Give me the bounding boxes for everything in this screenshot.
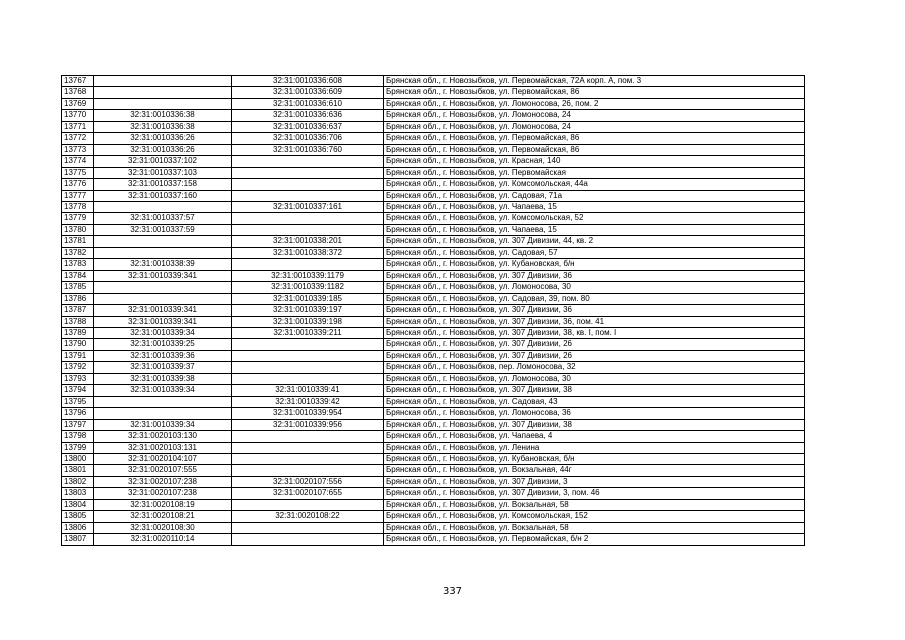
object-cadastral-number-cell: 32:31:0010336:608 <box>232 76 384 87</box>
row-number-cell: 13803 <box>62 488 94 499</box>
row-number-cell: 13794 <box>62 385 94 396</box>
land-cadastral-number-cell: 32:31:0020103:131 <box>94 442 232 453</box>
object-cadastral-number-cell: 32:31:0010337:161 <box>232 201 384 212</box>
land-cadastral-number-cell: 32:31:0020107:238 <box>94 488 232 499</box>
address-cell: Брянская обл., г. Новозыбков, ул. Ломоносова, 24 <box>384 121 805 132</box>
object-cadastral-number-cell: 32:31:0020108:22 <box>232 511 384 522</box>
table-row <box>62 534 805 545</box>
object-cadastral-number-cell: 32:31:0010339:41 <box>232 385 384 396</box>
table-row <box>62 144 805 155</box>
address-cell: Брянская обл., г. Новозыбков, ул. Первомайская, 86 <box>384 133 805 144</box>
land-cadastral-number-cell: 32:31:0010337:103 <box>94 167 232 178</box>
object-cadastral-number-cell: 32:31:0010339:956 <box>232 419 384 430</box>
row-number-cell: 13783 <box>62 259 94 270</box>
row-number-cell: 13797 <box>62 419 94 430</box>
object-cadastral-number-cell <box>232 224 384 235</box>
table-row <box>62 408 805 419</box>
object-cadastral-number-cell: 32:31:0010336:637 <box>232 121 384 132</box>
object-cadastral-number-cell: 32:31:0010339:1182 <box>232 282 384 293</box>
object-cadastral-number-cell <box>232 259 384 270</box>
land-cadastral-number-cell <box>94 282 232 293</box>
table-row <box>62 499 805 510</box>
land-cadastral-number-cell: 32:31:0010339:37 <box>94 362 232 373</box>
object-cadastral-number-cell: 32:31:0010339:211 <box>232 327 384 338</box>
object-cadastral-number-cell: 32:31:0020107:655 <box>232 488 384 499</box>
row-number-cell: 13784 <box>62 270 94 281</box>
land-cadastral-number-cell: 32:31:0010337:57 <box>94 213 232 224</box>
object-cadastral-number-cell <box>232 465 384 476</box>
land-cadastral-number-cell <box>94 201 232 212</box>
address-cell: Брянская обл., г. Новозыбков, ул. 307 Дивизии, 38 <box>384 385 805 396</box>
table-row <box>62 121 805 132</box>
row-number-cell: 13771 <box>62 121 94 132</box>
land-cadastral-number-cell: 32:31:0010336:38 <box>94 110 232 121</box>
table-row <box>62 236 805 247</box>
address-cell: Брянская обл., г. Новозыбков, ул. Чапаева, 15 <box>384 201 805 212</box>
table-row <box>62 247 805 258</box>
object-cadastral-number-cell <box>232 213 384 224</box>
land-cadastral-number-cell: 32:31:0010337:59 <box>94 224 232 235</box>
address-cell: Брянская обл., г. Новозыбков, ул. 307 Дивизии, 26 <box>384 350 805 361</box>
registry-table-body <box>62 76 805 546</box>
table-row <box>62 87 805 98</box>
row-number-cell: 13780 <box>62 224 94 235</box>
table-row <box>62 350 805 361</box>
row-number-cell: 13801 <box>62 465 94 476</box>
address-cell: Брянская обл., г. Новозыбков, ул. Вокзальная, 58 <box>384 522 805 533</box>
land-cadastral-number-cell: 32:31:0020110:14 <box>94 534 232 545</box>
row-number-cell: 13782 <box>62 247 94 258</box>
row-number-cell: 13776 <box>62 179 94 190</box>
object-cadastral-number-cell: 32:31:0010339:197 <box>232 305 384 316</box>
address-cell: Брянская обл., г. Новозыбков, ул. Садовая, 71а <box>384 190 805 201</box>
table-row <box>62 156 805 167</box>
table-row <box>62 373 805 384</box>
page-number: 337 <box>442 586 463 597</box>
address-cell: Брянская обл., г. Новозыбков, ул. Первомайская <box>384 167 805 178</box>
table-row <box>62 270 805 281</box>
address-cell: Брянская обл., г. Новозыбков, ул. Красная, 140 <box>384 156 805 167</box>
row-number-cell: 13768 <box>62 87 94 98</box>
object-cadastral-number-cell <box>232 499 384 510</box>
land-cadastral-number-cell <box>94 396 232 407</box>
row-number-cell: 13807 <box>62 534 94 545</box>
table-row <box>62 305 805 316</box>
table-row <box>62 511 805 522</box>
row-number-cell: 13785 <box>62 282 94 293</box>
address-cell: Брянская обл., г. Новозыбков, ул. Вокзальная, 58 <box>384 499 805 510</box>
table-row <box>62 224 805 235</box>
address-cell: Брянская обл., г. Новозыбков, ул. Первомайская, 72А корп. А, пом. 3 <box>384 76 805 87</box>
row-number-cell: 13791 <box>62 350 94 361</box>
table-row <box>62 362 805 373</box>
land-cadastral-number-cell: 32:31:0010337:158 <box>94 179 232 190</box>
object-cadastral-number-cell: 32:31:0010339:1179 <box>232 270 384 281</box>
address-cell: Брянская обл., г. Новозыбков, ул. Ломоносова, 24 <box>384 110 805 121</box>
land-cadastral-number-cell: 32:31:0020108:21 <box>94 511 232 522</box>
row-number-cell: 13806 <box>62 522 94 533</box>
land-cadastral-number-cell: 32:31:0020107:555 <box>94 465 232 476</box>
table-row <box>62 476 805 487</box>
table-row <box>62 522 805 533</box>
object-cadastral-number-cell: 32:31:0010336:636 <box>232 110 384 121</box>
object-cadastral-number-cell: 32:31:0010339:185 <box>232 293 384 304</box>
address-cell: Брянская обл., г. Новозыбков, ул. Комсомольская, 152 <box>384 511 805 522</box>
row-number-cell: 13774 <box>62 156 94 167</box>
row-number-cell: 13800 <box>62 453 94 464</box>
row-number-cell: 13796 <box>62 408 94 419</box>
object-cadastral-number-cell: 32:31:0010339:198 <box>232 316 384 327</box>
address-cell: Брянская обл., г. Новозыбков, ул. Ломоносова, 30 <box>384 282 805 293</box>
land-cadastral-number-cell: 32:31:0010336:26 <box>94 133 232 144</box>
row-number-cell: 13779 <box>62 213 94 224</box>
table-row <box>62 76 805 87</box>
object-cadastral-number-cell <box>232 453 384 464</box>
land-cadastral-number-cell <box>94 408 232 419</box>
object-cadastral-number-cell <box>232 167 384 178</box>
row-number-cell: 13770 <box>62 110 94 121</box>
object-cadastral-number-cell <box>232 362 384 373</box>
row-number-cell: 13804 <box>62 499 94 510</box>
land-cadastral-number-cell <box>94 236 232 247</box>
object-cadastral-number-cell: 32:31:0020107:556 <box>232 476 384 487</box>
registry-table <box>61 75 805 546</box>
land-cadastral-number-cell: 32:31:0010336:26 <box>94 144 232 155</box>
table-row <box>62 201 805 212</box>
object-cadastral-number-cell <box>232 522 384 533</box>
address-cell: Брянская обл., г. Новозыбков, ул. Садовая, 57 <box>384 247 805 258</box>
table-row <box>62 316 805 327</box>
row-number-cell: 13799 <box>62 442 94 453</box>
row-number-cell: 13769 <box>62 98 94 109</box>
object-cadastral-number-cell: 32:31:0010338:201 <box>232 236 384 247</box>
land-cadastral-number-cell: 32:31:0010339:34 <box>94 385 232 396</box>
object-cadastral-number-cell: 32:31:0010336:760 <box>232 144 384 155</box>
land-cadastral-number-cell <box>94 293 232 304</box>
row-number-cell: 13781 <box>62 236 94 247</box>
object-cadastral-number-cell <box>232 431 384 442</box>
table-row <box>62 282 805 293</box>
row-number-cell: 13787 <box>62 305 94 316</box>
address-cell: Брянская обл., г. Новозыбков, ул. Первомайская, 86 <box>384 144 805 155</box>
row-number-cell: 13798 <box>62 431 94 442</box>
land-cadastral-number-cell <box>94 76 232 87</box>
object-cadastral-number-cell: 32:31:0010336:610 <box>232 98 384 109</box>
address-cell: Брянская обл., г. Новозыбков, ул. Вокзальная, 44г <box>384 465 805 476</box>
object-cadastral-number-cell: 32:31:0010339:954 <box>232 408 384 419</box>
land-cadastral-number-cell <box>94 87 232 98</box>
table-row <box>62 442 805 453</box>
object-cadastral-number-cell <box>232 156 384 167</box>
row-number-cell: 13802 <box>62 476 94 487</box>
land-cadastral-number-cell: 32:31:0020103:130 <box>94 431 232 442</box>
land-cadastral-number-cell: 32:31:0020107:238 <box>94 476 232 487</box>
land-cadastral-number-cell: 32:31:0010336:38 <box>94 121 232 132</box>
row-number-cell: 13775 <box>62 167 94 178</box>
row-number-cell: 13793 <box>62 373 94 384</box>
address-cell: Брянская обл., г. Новозыбков, ул. 307 Дивизии, 38 <box>384 419 805 430</box>
table-row <box>62 385 805 396</box>
address-cell: Брянская обл., г. Новозыбков, ул. Первомайская, 86 <box>384 87 805 98</box>
table-row <box>62 167 805 178</box>
table-row <box>62 98 805 109</box>
land-cadastral-number-cell: 32:31:0010339:341 <box>94 305 232 316</box>
object-cadastral-number-cell <box>232 179 384 190</box>
address-cell: Брянская обл., г. Новозыбков, ул. Чапаева, 15 <box>384 224 805 235</box>
land-cadastral-number-cell <box>94 98 232 109</box>
row-number-cell: 13789 <box>62 327 94 338</box>
land-cadastral-number-cell: 32:31:0010339:25 <box>94 339 232 350</box>
row-number-cell: 13805 <box>62 511 94 522</box>
row-number-cell: 13767 <box>62 76 94 87</box>
table-row <box>62 213 805 224</box>
row-number-cell: 13773 <box>62 144 94 155</box>
address-cell: Брянская обл., г. Новозыбков, ул. Ломоносова, 26, пом. 2 <box>384 98 805 109</box>
land-cadastral-number-cell: 32:31:0010338:39 <box>94 259 232 270</box>
row-number-cell: 13795 <box>62 396 94 407</box>
table-row <box>62 453 805 464</box>
row-number-cell: 13786 <box>62 293 94 304</box>
address-cell: Брянская обл., г. Новозыбков, ул. 307 Дивизии, 36 <box>384 305 805 316</box>
address-cell: Брянская обл., г. Новозыбков, ул. Кубановская, б/н <box>384 453 805 464</box>
address-cell: Брянская обл., г. Новозыбков, ул. 307 Дивизии, 44, кв. 2 <box>384 236 805 247</box>
object-cadastral-number-cell <box>232 534 384 545</box>
object-cadastral-number-cell: 32:31:0010339:42 <box>232 396 384 407</box>
table-row <box>62 190 805 201</box>
land-cadastral-number-cell: 32:31:0020108:30 <box>94 522 232 533</box>
object-cadastral-number-cell: 32:31:0010336:706 <box>232 133 384 144</box>
land-cadastral-number-cell: 32:31:0010339:341 <box>94 270 232 281</box>
address-cell: Брянская обл., г. Новозыбков, ул. 307 Дивизии, 3 <box>384 476 805 487</box>
table-row <box>62 419 805 430</box>
address-cell: Брянская обл., г. Новозыбков, ул. Садовая, 39, пом. 80 <box>384 293 805 304</box>
row-number-cell: 13790 <box>62 339 94 350</box>
table-row <box>62 133 805 144</box>
object-cadastral-number-cell: 32:31:0010338:372 <box>232 247 384 258</box>
row-number-cell: 13788 <box>62 316 94 327</box>
table-row <box>62 179 805 190</box>
table-row <box>62 293 805 304</box>
land-cadastral-number-cell: 32:31:0010339:34 <box>94 419 232 430</box>
address-cell: Брянская обл., г. Новозыбков, ул. 307 Дивизии, 38, кв. I, пом. I <box>384 327 805 338</box>
object-cadastral-number-cell <box>232 373 384 384</box>
object-cadastral-number-cell <box>232 442 384 453</box>
table-row <box>62 327 805 338</box>
table-row <box>62 110 805 121</box>
table-row <box>62 465 805 476</box>
row-number-cell: 13772 <box>62 133 94 144</box>
row-number-cell: 13792 <box>62 362 94 373</box>
address-cell: Брянская обл., г. Новозыбков, ул. 307 Дивизии, 36, пом. 41 <box>384 316 805 327</box>
address-cell: Брянская обл., г. Новозыбков, ул. Комсомольская, 52 <box>384 213 805 224</box>
address-cell: Брянская обл., г. Новозыбков, ул. Комсомольская, 44а <box>384 179 805 190</box>
object-cadastral-number-cell: 32:31:0010336:609 <box>232 87 384 98</box>
address-cell: Брянская обл., г. Новозыбков, ул. Садовая, 43 <box>384 396 805 407</box>
object-cadastral-number-cell <box>232 190 384 201</box>
table-row <box>62 488 805 499</box>
address-cell: Брянская обл., г. Новозыбков, ул. 307 Дивизии, 3, пом. 46 <box>384 488 805 499</box>
land-cadastral-number-cell: 32:31:0010339:36 <box>94 350 232 361</box>
row-number-cell: 13778 <box>62 201 94 212</box>
table-row <box>62 339 805 350</box>
address-cell: Брянская обл., г. Новозыбков, ул. Кубановская, б/н <box>384 259 805 270</box>
address-cell: Брянская обл., г. Новозыбков, ул. Первомайская, б/н 2 <box>384 534 805 545</box>
land-cadastral-number-cell: 32:31:0010339:38 <box>94 373 232 384</box>
address-cell: Брянская обл., г. Новозыбков, ул. Ленина <box>384 442 805 453</box>
object-cadastral-number-cell <box>232 339 384 350</box>
table-row <box>62 431 805 442</box>
address-cell: Брянская обл., г. Новозыбков, ул. Ломоносова, 30 <box>384 373 805 384</box>
table-row <box>62 259 805 270</box>
table-row <box>62 396 805 407</box>
land-cadastral-number-cell <box>94 247 232 258</box>
land-cadastral-number-cell: 32:31:0010339:34 <box>94 327 232 338</box>
address-cell: Брянская обл., г. Новозыбков, ул. 307 Дивизии, 26 <box>384 339 805 350</box>
address-cell: Брянская обл., г. Новозыбков, пер. Ломоносова, 32 <box>384 362 805 373</box>
address-cell: Брянская обл., г. Новозыбков, ул. Чапаева, 4 <box>384 431 805 442</box>
row-number-cell: 13777 <box>62 190 94 201</box>
land-cadastral-number-cell: 32:31:0010339:341 <box>94 316 232 327</box>
address-cell: Брянская обл., г. Новозыбков, ул. 307 Дивизии, 36 <box>384 270 805 281</box>
land-cadastral-number-cell: 32:31:0020108:19 <box>94 499 232 510</box>
land-cadastral-number-cell: 32:31:0020104:107 <box>94 453 232 464</box>
land-cadastral-number-cell: 32:31:0010337:160 <box>94 190 232 201</box>
land-cadastral-number-cell: 32:31:0010337:102 <box>94 156 232 167</box>
object-cadastral-number-cell <box>232 350 384 361</box>
address-cell: Брянская обл., г. Новозыбков, ул. Ломоносова, 36 <box>384 408 805 419</box>
